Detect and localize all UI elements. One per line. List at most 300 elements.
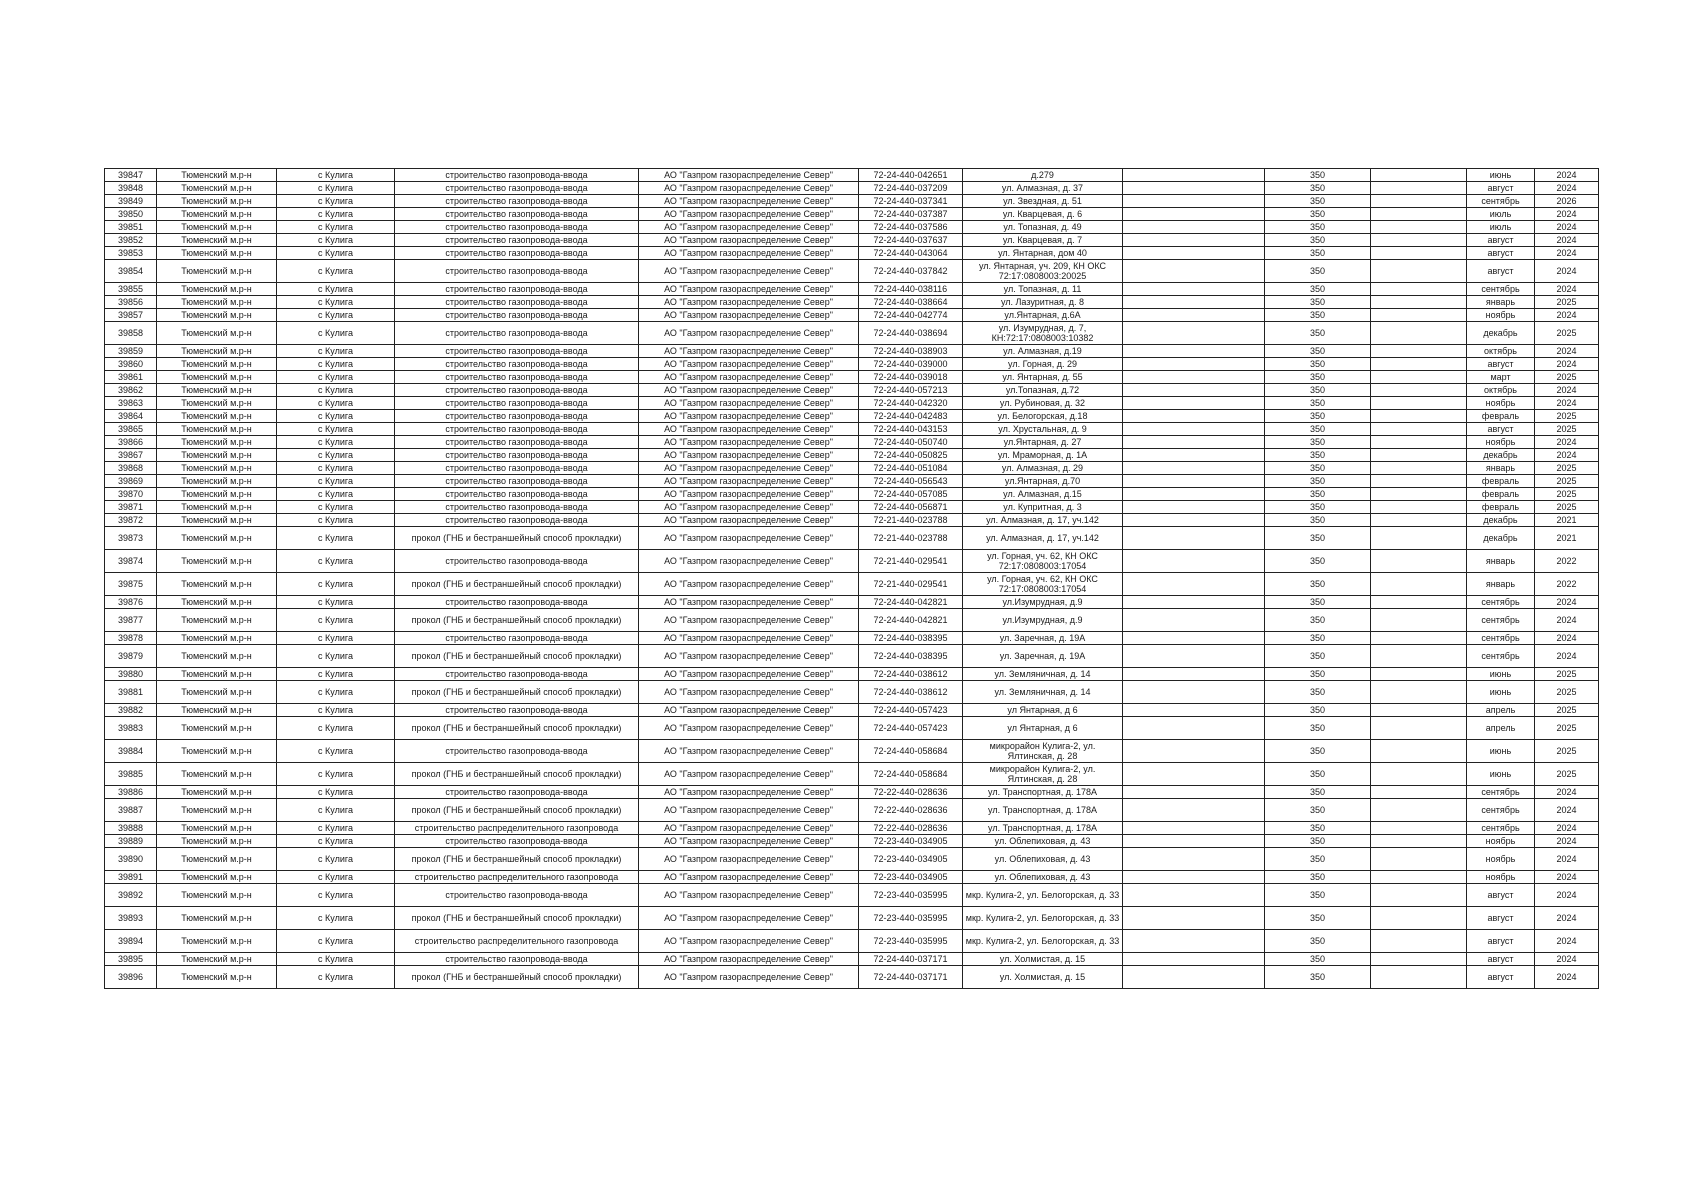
blank-cell <box>1371 488 1467 501</box>
organization-cell: АО "Газпром газораспределение Север" <box>639 645 859 668</box>
row-number: 39888 <box>105 822 157 835</box>
month-cell: сентябрь <box>1467 799 1535 822</box>
value-cell: 350 <box>1265 169 1371 182</box>
blank-cell <box>1123 410 1265 423</box>
organization-cell: АО "Газпром газораспределение Север" <box>639 527 859 550</box>
year-cell: 2024 <box>1535 609 1599 632</box>
row-number: 39865 <box>105 423 157 436</box>
blank-cell <box>1371 514 1467 527</box>
organization-cell: АО "Газпром газораспределение Север" <box>639 668 859 681</box>
year-cell: 2024 <box>1535 283 1599 296</box>
value-cell: 350 <box>1265 296 1371 309</box>
address-cell: ул. Топазная, д. 49 <box>963 221 1123 234</box>
organization-cell: АО "Газпром газораспределение Север" <box>639 573 859 596</box>
month-cell: сентябрь <box>1467 822 1535 835</box>
address-cell: ул.Изумрудная, д.9 <box>963 596 1123 609</box>
year-cell: 2024 <box>1535 247 1599 260</box>
address-cell: ул. Алмазная, д.19 <box>963 345 1123 358</box>
work-type-cell: строительство газопровода-ввода <box>395 423 639 436</box>
code-cell: 72-22-440-028636 <box>859 786 963 799</box>
district-cell: Тюменский м.р-н <box>157 195 277 208</box>
table-row <box>105 668 1599 681</box>
table-row <box>105 182 1599 195</box>
organization-cell: АО "Газпром газораспределение Север" <box>639 345 859 358</box>
blank-cell <box>1123 527 1265 550</box>
organization-cell: АО "Газпром газораспределение Север" <box>639 930 859 953</box>
blank-cell <box>1371 436 1467 449</box>
address-cell: ул. Алмазная, д.15 <box>963 488 1123 501</box>
month-cell: июнь <box>1467 763 1535 786</box>
organization-cell: АО "Газпром газораспределение Север" <box>639 195 859 208</box>
address-cell: ул. Кварцевая, д. 7 <box>963 234 1123 247</box>
blank-cell <box>1123 871 1265 884</box>
value-cell: 350 <box>1265 462 1371 475</box>
blank-cell <box>1123 835 1265 848</box>
blank-cell <box>1123 449 1265 462</box>
district-cell: Тюменский м.р-н <box>157 573 277 596</box>
code-cell: 72-24-440-057423 <box>859 717 963 740</box>
code-cell: 72-24-440-042774 <box>859 309 963 322</box>
row-number: 39893 <box>105 907 157 930</box>
address-cell: ул. Белогорская, д.18 <box>963 410 1123 423</box>
blank-cell <box>1123 740 1265 763</box>
row-number: 39874 <box>105 550 157 573</box>
year-cell: 2024 <box>1535 169 1599 182</box>
blank-cell <box>1371 740 1467 763</box>
locality-cell: с Кулига <box>277 835 395 848</box>
address-cell: ул.Изумрудная, д.9 <box>963 609 1123 632</box>
organization-cell: АО "Газпром газораспределение Север" <box>639 384 859 397</box>
locality-cell: с Кулига <box>277 681 395 704</box>
table-row <box>105 953 1599 966</box>
year-cell: 2025 <box>1535 322 1599 345</box>
work-type-cell: строительство газопровода-ввода <box>395 550 639 573</box>
row-number: 39891 <box>105 871 157 884</box>
work-type-cell: строительство газопровода-ввода <box>395 410 639 423</box>
year-cell: 2024 <box>1535 848 1599 871</box>
blank-cell <box>1371 717 1467 740</box>
table-row <box>105 449 1599 462</box>
district-cell: Тюменский м.р-н <box>157 632 277 645</box>
table-row <box>105 410 1599 423</box>
blank-cell <box>1371 475 1467 488</box>
district-cell: Тюменский м.р-н <box>157 358 277 371</box>
address-cell: микрорайон Кулига-2, ул. Ялтинская, д. 28 <box>963 740 1123 763</box>
address-cell: ул. Земляничная, д. 14 <box>963 681 1123 704</box>
blank-cell <box>1371 384 1467 397</box>
year-cell: 2025 <box>1535 423 1599 436</box>
table-row <box>105 966 1599 989</box>
locality-cell: с Кулига <box>277 234 395 247</box>
code-cell: 72-24-440-058684 <box>859 740 963 763</box>
district-cell: Тюменский м.р-н <box>157 835 277 848</box>
month-cell: август <box>1467 953 1535 966</box>
table-row <box>105 283 1599 296</box>
row-number: 39870 <box>105 488 157 501</box>
address-cell: ул Янтарная, д 6 <box>963 717 1123 740</box>
address-cell: д.279 <box>963 169 1123 182</box>
value-cell: 350 <box>1265 260 1371 283</box>
row-number: 39854 <box>105 260 157 283</box>
district-cell: Тюменский м.р-н <box>157 717 277 740</box>
value-cell: 350 <box>1265 501 1371 514</box>
blank-cell <box>1123 501 1265 514</box>
value-cell: 350 <box>1265 786 1371 799</box>
month-cell: июнь <box>1467 668 1535 681</box>
district-cell: Тюменский м.р-н <box>157 371 277 384</box>
table-row <box>105 763 1599 786</box>
blank-cell <box>1123 384 1265 397</box>
code-cell: 72-24-440-042821 <box>859 596 963 609</box>
month-cell: октябрь <box>1467 345 1535 358</box>
district-cell: Тюменский м.р-н <box>157 384 277 397</box>
work-type-cell: строительство газопровода-ввода <box>395 436 639 449</box>
row-number: 39883 <box>105 717 157 740</box>
year-cell: 2024 <box>1535 397 1599 410</box>
work-type-cell: строительство газопровода-ввода <box>395 884 639 907</box>
month-cell: декабрь <box>1467 527 1535 550</box>
district-cell: Тюменский м.р-н <box>157 260 277 283</box>
work-type-cell: строительство газопровода-ввода <box>395 488 639 501</box>
value-cell: 350 <box>1265 488 1371 501</box>
month-cell: октябрь <box>1467 384 1535 397</box>
work-type-cell: строительство газопровода-ввода <box>395 221 639 234</box>
organization-cell: АО "Газпром газораспределение Север" <box>639 462 859 475</box>
blank-cell <box>1123 322 1265 345</box>
month-cell: ноябрь <box>1467 848 1535 871</box>
locality-cell: с Кулига <box>277 884 395 907</box>
blank-cell <box>1123 182 1265 195</box>
blank-cell <box>1371 208 1467 221</box>
table-row <box>105 195 1599 208</box>
code-cell: 72-24-440-050740 <box>859 436 963 449</box>
organization-cell: АО "Газпром газораспределение Север" <box>639 704 859 717</box>
code-cell: 72-24-440-043153 <box>859 423 963 436</box>
blank-cell <box>1123 609 1265 632</box>
month-cell: сентябрь <box>1467 645 1535 668</box>
organization-cell: АО "Газпром газораспределение Север" <box>639 260 859 283</box>
code-cell: 72-24-440-038395 <box>859 645 963 668</box>
table-row <box>105 596 1599 609</box>
code-cell: 72-24-440-038612 <box>859 681 963 704</box>
work-type-cell: строительство распределительного газопровода <box>395 871 639 884</box>
blank-cell <box>1123 645 1265 668</box>
blank-cell <box>1371 283 1467 296</box>
year-cell: 2021 <box>1535 514 1599 527</box>
locality-cell: с Кулига <box>277 596 395 609</box>
address-cell: ул. Лазуритная, д. 8 <box>963 296 1123 309</box>
blank-cell <box>1371 704 1467 717</box>
row-number: 39856 <box>105 296 157 309</box>
code-cell: 72-23-440-034905 <box>859 835 963 848</box>
value-cell: 350 <box>1265 309 1371 322</box>
locality-cell: с Кулига <box>277 449 395 462</box>
month-cell: январь <box>1467 462 1535 475</box>
year-cell: 2025 <box>1535 740 1599 763</box>
row-number: 39878 <box>105 632 157 645</box>
year-cell: 2024 <box>1535 234 1599 247</box>
value-cell: 350 <box>1265 835 1371 848</box>
district-cell: Тюменский м.р-н <box>157 449 277 462</box>
district-cell: Тюменский м.р-н <box>157 322 277 345</box>
row-number: 39881 <box>105 681 157 704</box>
district-cell: Тюменский м.р-н <box>157 247 277 260</box>
district-cell: Тюменский м.р-н <box>157 514 277 527</box>
district-cell: Тюменский м.р-н <box>157 848 277 871</box>
locality-cell: с Кулига <box>277 221 395 234</box>
year-cell: 2024 <box>1535 345 1599 358</box>
value-cell: 350 <box>1265 740 1371 763</box>
blank-cell <box>1123 907 1265 930</box>
locality-cell: с Кулига <box>277 283 395 296</box>
table-row <box>105 423 1599 436</box>
blank-cell <box>1123 930 1265 953</box>
locality-cell: с Кулига <box>277 822 395 835</box>
month-cell: февраль <box>1467 475 1535 488</box>
table-row <box>105 740 1599 763</box>
month-cell: сентябрь <box>1467 609 1535 632</box>
address-cell: мкр. Кулига-2, ул. Белогорская, д. 33 <box>963 907 1123 930</box>
district-cell: Тюменский м.р-н <box>157 501 277 514</box>
code-cell: 72-22-440-028636 <box>859 799 963 822</box>
code-cell: 72-24-440-037637 <box>859 234 963 247</box>
code-cell: 72-24-440-037341 <box>859 195 963 208</box>
work-type-cell: строительство газопровода-ввода <box>395 449 639 462</box>
address-cell: ул. Транспортная, д. 178А <box>963 822 1123 835</box>
code-cell: 72-24-440-042651 <box>859 169 963 182</box>
row-number: 39869 <box>105 475 157 488</box>
year-cell: 2024 <box>1535 822 1599 835</box>
year-cell: 2026 <box>1535 195 1599 208</box>
district-cell: Тюменский м.р-н <box>157 410 277 423</box>
blank-cell <box>1371 953 1467 966</box>
address-cell: ул. Янтарная, уч. 209, КН ОКС 72:17:0808003:20025 <box>963 260 1123 283</box>
year-cell: 2024 <box>1535 799 1599 822</box>
address-cell: мкр. Кулига-2, ул. Белогорская, д. 33 <box>963 884 1123 907</box>
year-cell: 2024 <box>1535 436 1599 449</box>
table-row <box>105 384 1599 397</box>
value-cell: 350 <box>1265 668 1371 681</box>
district-cell: Тюменский м.р-н <box>157 550 277 573</box>
address-cell: ул. Рубиновая, д. 32 <box>963 397 1123 410</box>
organization-cell: АО "Газпром газораспределение Север" <box>639 371 859 384</box>
blank-cell <box>1371 763 1467 786</box>
district-cell: Тюменский м.р-н <box>157 799 277 822</box>
district-cell: Тюменский м.р-н <box>157 475 277 488</box>
blank-cell <box>1371 632 1467 645</box>
value-cell: 350 <box>1265 632 1371 645</box>
district-cell: Тюменский м.р-н <box>157 763 277 786</box>
blank-cell <box>1371 234 1467 247</box>
year-cell: 2025 <box>1535 488 1599 501</box>
address-cell: ул. Алмазная, д. 37 <box>963 182 1123 195</box>
blank-cell <box>1371 596 1467 609</box>
organization-cell: АО "Газпром газораспределение Север" <box>639 835 859 848</box>
month-cell: август <box>1467 260 1535 283</box>
blank-cell <box>1371 371 1467 384</box>
locality-cell: с Кулига <box>277 475 395 488</box>
row-number: 39860 <box>105 358 157 371</box>
address-cell: мкр. Кулига-2, ул. Белогорская, д. 33 <box>963 930 1123 953</box>
row-number: 39858 <box>105 322 157 345</box>
row-number: 39849 <box>105 195 157 208</box>
month-cell: январь <box>1467 550 1535 573</box>
month-cell: июнь <box>1467 740 1535 763</box>
year-cell: 2024 <box>1535 871 1599 884</box>
locality-cell: с Кулига <box>277 384 395 397</box>
value-cell: 350 <box>1265 527 1371 550</box>
work-type-cell: прокол (ГНБ и бестраншейный способ прокладки) <box>395 609 639 632</box>
month-cell: ноябрь <box>1467 309 1535 322</box>
month-cell: сентябрь <box>1467 632 1535 645</box>
blank-cell <box>1123 462 1265 475</box>
month-cell: март <box>1467 371 1535 384</box>
blank-cell <box>1371 848 1467 871</box>
organization-cell: АО "Газпром газораспределение Север" <box>639 182 859 195</box>
code-cell: 72-24-440-037387 <box>859 208 963 221</box>
value-cell: 350 <box>1265 966 1371 989</box>
organization-cell: АО "Газпром газораспределение Север" <box>639 596 859 609</box>
work-type-cell: строительство газопровода-ввода <box>395 322 639 345</box>
blank-cell <box>1123 345 1265 358</box>
blank-cell <box>1371 410 1467 423</box>
blank-cell <box>1371 358 1467 371</box>
district-cell: Тюменский м.р-н <box>157 681 277 704</box>
district-cell: Тюменский м.р-н <box>157 436 277 449</box>
month-cell: февраль <box>1467 410 1535 423</box>
month-cell: июнь <box>1467 681 1535 704</box>
row-number: 39872 <box>105 514 157 527</box>
blank-cell <box>1371 907 1467 930</box>
locality-cell: с Кулига <box>277 436 395 449</box>
address-cell: ул. Алмазная, д. 17, уч.142 <box>963 527 1123 550</box>
locality-cell: с Кулига <box>277 573 395 596</box>
locality-cell: с Кулига <box>277 358 395 371</box>
year-cell: 2022 <box>1535 573 1599 596</box>
code-cell: 72-24-440-057213 <box>859 384 963 397</box>
organization-cell: АО "Газпром газораспределение Север" <box>639 609 859 632</box>
code-cell: 72-24-440-037171 <box>859 966 963 989</box>
district-cell: Тюменский м.р-н <box>157 527 277 550</box>
address-cell: ул. Янтарная, д. 55 <box>963 371 1123 384</box>
organization-cell: АО "Газпром газораспределение Север" <box>639 884 859 907</box>
value-cell: 350 <box>1265 573 1371 596</box>
district-cell: Тюменский м.р-н <box>157 234 277 247</box>
blank-cell <box>1123 436 1265 449</box>
month-cell: февраль <box>1467 501 1535 514</box>
row-number: 39882 <box>105 704 157 717</box>
organization-cell: АО "Газпром газораспределение Север" <box>639 208 859 221</box>
address-cell: ул. Горная, уч. 62, КН ОКС 72:17:0808003:17054 <box>963 550 1123 573</box>
organization-cell: АО "Газпром газораспределение Север" <box>639 397 859 410</box>
row-number: 39868 <box>105 462 157 475</box>
blank-cell <box>1123 221 1265 234</box>
month-cell: декабрь <box>1467 514 1535 527</box>
address-cell: ул. Мраморная, д. 1А <box>963 449 1123 462</box>
address-cell: ул. Земляничная, д. 14 <box>963 668 1123 681</box>
blank-cell <box>1371 668 1467 681</box>
code-cell: 72-24-440-037586 <box>859 221 963 234</box>
address-cell: ул. Горная, д. 29 <box>963 358 1123 371</box>
work-type-cell: строительство газопровода-ввода <box>395 704 639 717</box>
code-cell: 72-24-440-057085 <box>859 488 963 501</box>
month-cell: июль <box>1467 208 1535 221</box>
organization-cell: АО "Газпром газораспределение Север" <box>639 423 859 436</box>
row-number: 39884 <box>105 740 157 763</box>
value-cell: 350 <box>1265 550 1371 573</box>
year-cell: 2025 <box>1535 501 1599 514</box>
code-cell: 72-24-440-039000 <box>859 358 963 371</box>
locality-cell: с Кулига <box>277 514 395 527</box>
year-cell: 2024 <box>1535 221 1599 234</box>
organization-cell: АО "Газпром газораспределение Север" <box>639 449 859 462</box>
address-cell: ул. Облепиховая, д. 43 <box>963 871 1123 884</box>
code-cell: 72-24-440-038903 <box>859 345 963 358</box>
month-cell: апрель <box>1467 704 1535 717</box>
locality-cell: с Кулига <box>277 397 395 410</box>
blank-cell <box>1123 596 1265 609</box>
month-cell: август <box>1467 247 1535 260</box>
address-cell: ул. Хрустальная, д. 9 <box>963 423 1123 436</box>
blank-cell <box>1371 182 1467 195</box>
organization-cell: АО "Газпром газораспределение Север" <box>639 871 859 884</box>
blank-cell <box>1123 953 1265 966</box>
organization-cell: АО "Газпром газораспределение Север" <box>639 822 859 835</box>
work-type-cell: прокол (ГНБ и бестраншейный способ прокладки) <box>395 848 639 871</box>
district-cell: Тюменский м.р-н <box>157 609 277 632</box>
code-cell: 72-24-440-051084 <box>859 462 963 475</box>
row-number: 39894 <box>105 930 157 953</box>
row-number: 39887 <box>105 799 157 822</box>
value-cell: 350 <box>1265 704 1371 717</box>
work-type-cell: строительство газопровода-ввода <box>395 195 639 208</box>
work-type-cell: строительство газопровода-ввода <box>395 668 639 681</box>
organization-cell: АО "Газпром газораспределение Север" <box>639 247 859 260</box>
organization-cell: АО "Газпром газораспределение Север" <box>639 296 859 309</box>
value-cell: 350 <box>1265 423 1371 436</box>
month-cell: август <box>1467 182 1535 195</box>
work-type-cell: строительство газопровода-ввода <box>395 296 639 309</box>
blank-cell <box>1123 247 1265 260</box>
organization-cell: АО "Газпром газораспределение Север" <box>639 501 859 514</box>
code-cell: 72-24-440-039018 <box>859 371 963 384</box>
value-cell: 350 <box>1265 717 1371 740</box>
address-cell: ул. Заречная, д. 19А <box>963 632 1123 645</box>
locality-cell: с Кулига <box>277 345 395 358</box>
month-cell: апрель <box>1467 717 1535 740</box>
district-cell: Тюменский м.р-н <box>157 822 277 835</box>
month-cell: ноябрь <box>1467 397 1535 410</box>
blank-cell <box>1371 247 1467 260</box>
work-type-cell: прокол (ГНБ и бестраншейный способ прокладки) <box>395 645 639 668</box>
code-cell: 72-22-440-028636 <box>859 822 963 835</box>
blank-cell <box>1371 449 1467 462</box>
work-type-cell: строительство газопровода-ввода <box>395 953 639 966</box>
blank-cell <box>1123 799 1265 822</box>
blank-cell <box>1123 573 1265 596</box>
district-cell: Тюменский м.р-н <box>157 907 277 930</box>
blank-cell <box>1123 260 1265 283</box>
table-row <box>105 822 1599 835</box>
value-cell: 350 <box>1265 397 1371 410</box>
table-row <box>105 501 1599 514</box>
address-cell: ул. Транспортная, д. 178А <box>963 799 1123 822</box>
address-cell: ул. Топазная, д. 11 <box>963 283 1123 296</box>
locality-cell: с Кулига <box>277 632 395 645</box>
row-number: 39859 <box>105 345 157 358</box>
district-cell: Тюменский м.р-н <box>157 488 277 501</box>
blank-cell <box>1123 966 1265 989</box>
